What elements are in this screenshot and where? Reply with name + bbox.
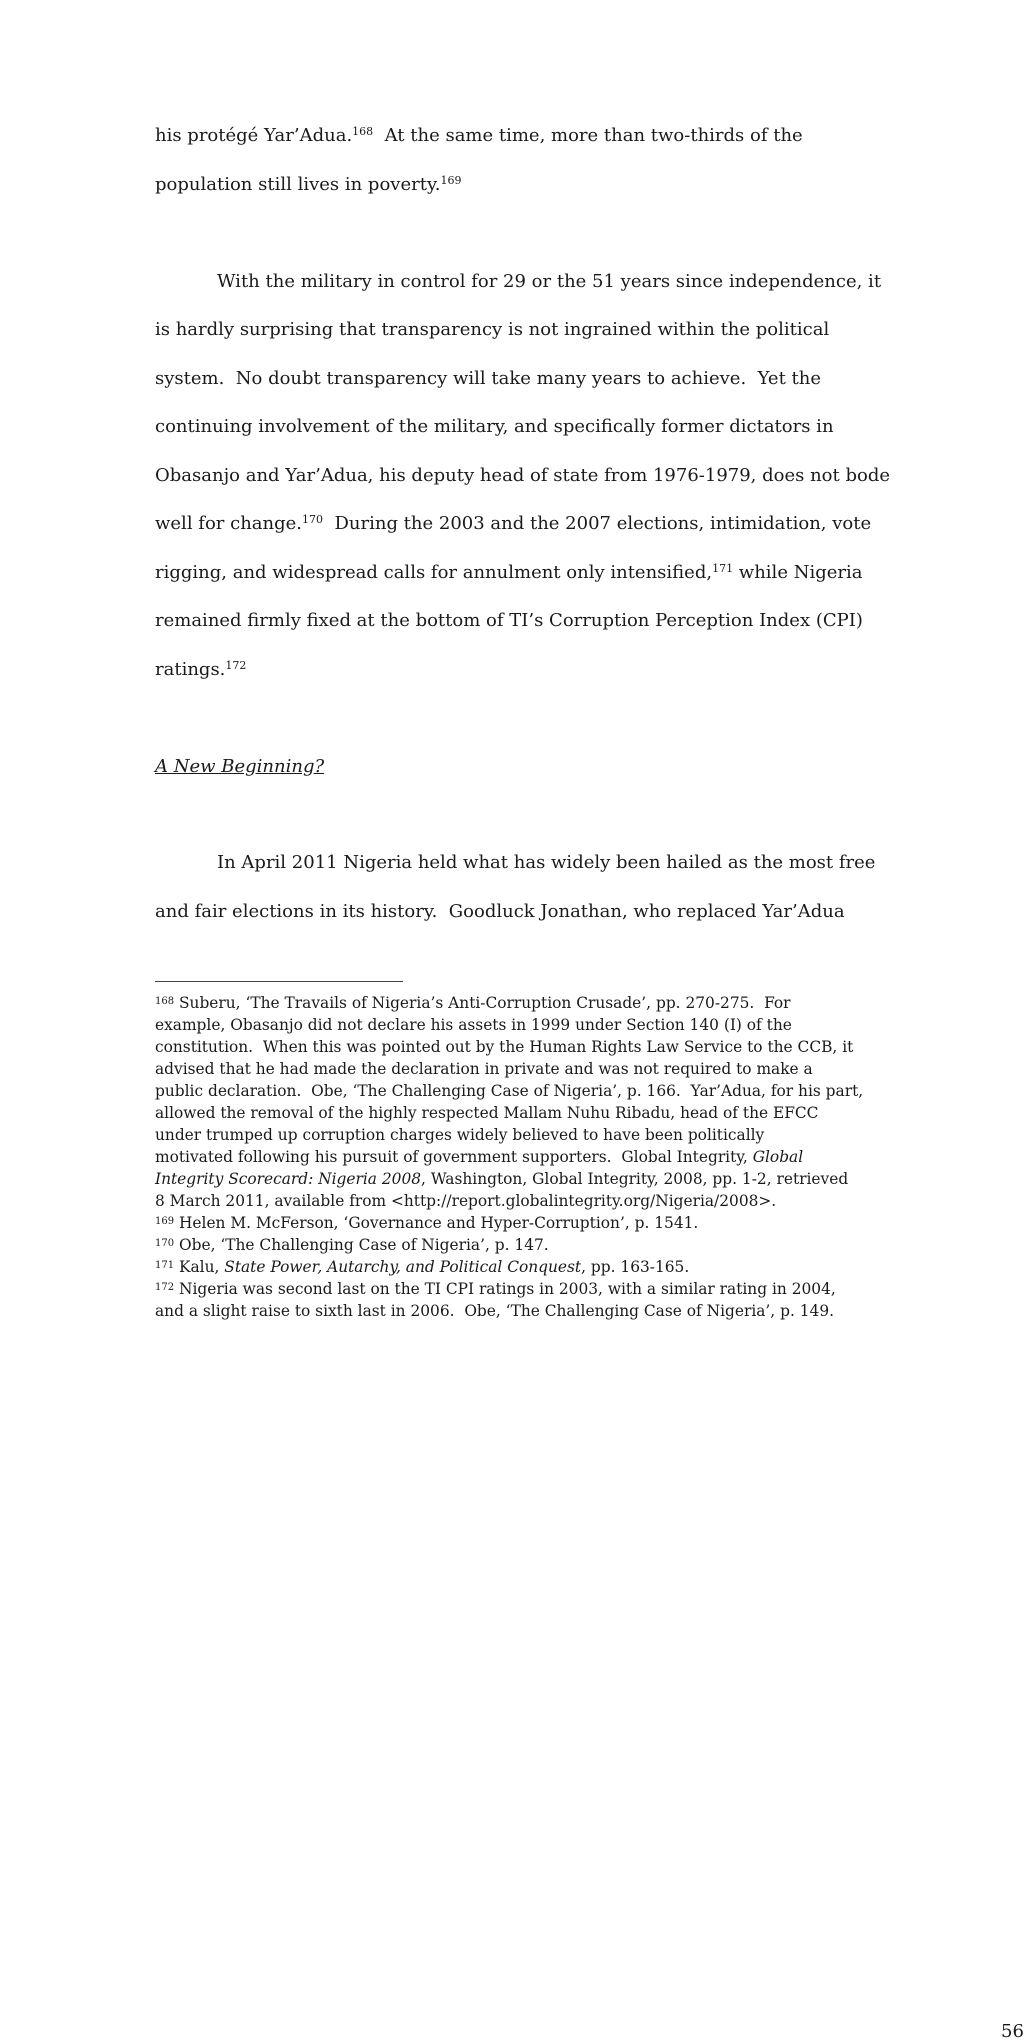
footnote-line <box>155 1081 863 1101</box>
footnote-ref[interactable]: 169 <box>440 174 462 187</box>
body-text-span: During the 2003 and the 2007 elections, intimidation, vote <box>323 513 872 534</box>
footnote-line <box>155 1213 698 1233</box>
body-text-span: remained firmly fixed at the bottom of TI’s Corruption Perception Index (CPI) <box>155 610 863 631</box>
footnote-line <box>155 1279 836 1299</box>
footnote-line <box>155 1037 853 1057</box>
body-text-span: well for change. <box>155 513 303 534</box>
footnote-italic-title: State Power, Autarchy, and Political Conquest <box>224 1258 582 1276</box>
footnote-text: public declaration. Obe, ‘The Challenging Case of Nigeria’, p. 166. Yar’Adua, for his part, <box>155 1082 864 1100</box>
footnote-text: example, Obasanjo did not declare his assets in 1999 under Section 140 (I) of the <box>155 1016 792 1034</box>
footnote-italic-title: Global <box>752 1148 804 1166</box>
footnote-text: constitution. When this was pointed out by the Human Rights Law Service to the CCB, it <box>155 1038 854 1056</box>
body-text-span: rigging, and widespread calls for annulment only intensified, <box>155 562 713 583</box>
body-text-span: and fair elections in its history. Goodluck Jonathan, who replaced Yar’Adua <box>155 901 845 922</box>
body-line <box>155 174 461 196</box>
footnote-text: Suberu, ‘The Travails of Nigeria’s Anti-Corruption Crusade’, pp. 270-275. For <box>174 994 791 1012</box>
body-line <box>155 562 862 584</box>
footnote-ref[interactable]: 170 <box>302 513 324 526</box>
footnote-number: 168 <box>155 996 175 1007</box>
footnote-text: under trumped up corruption charges widely believed to have been politically <box>155 1126 765 1144</box>
footnote-line <box>155 1169 848 1189</box>
body-text-span: In April 2011 Nigeria held what has widely been hailed as the most free <box>217 852 876 873</box>
footnote-number: 169 <box>155 1216 175 1227</box>
section-heading: A New Beginning? <box>155 756 325 777</box>
footnote-line <box>155 1015 792 1035</box>
footnote-text: allowed the removal of the highly respected Mallam Nuhu Ribadu, head of the EFCC <box>155 1104 819 1122</box>
body-line <box>155 610 863 632</box>
body-text-span: ratings. <box>155 659 226 680</box>
footnote-number: 172 <box>155 1282 175 1293</box>
body-text-span: At the same time, more than two-thirds of the <box>373 125 803 146</box>
footnote-line <box>155 1103 818 1123</box>
footnote-text: Nigeria was second last on the TI CPI ratings in 2003, with a similar rating in 2004, <box>174 1280 836 1298</box>
body-line <box>155 465 890 487</box>
footnote-text: and a slight raise to sixth last in 2006. Obe, ‘The Challenging Case of Nigeria’, p. 149. <box>155 1302 834 1320</box>
page-number: 56 <box>1001 2021 1024 2042</box>
footnote-text: , pp. 163-165. <box>581 1258 690 1276</box>
footnote-line <box>155 1059 813 1079</box>
footnote-ref[interactable]: 171 <box>712 562 734 575</box>
body-text-span: system. No doubt transparency will take many years to achieve. Yet the <box>155 368 822 389</box>
footnote-line <box>155 993 791 1013</box>
body-line <box>155 368 821 390</box>
footnote-line <box>155 1235 549 1255</box>
body-line <box>155 659 246 681</box>
footnote-text: 8 March 2011, available from <http://report.globalintegrity.org/Nigeria/2008>. <box>155 1192 777 1210</box>
body-line <box>155 416 834 438</box>
footnote-separator <box>155 981 403 982</box>
footnote-line <box>155 1191 776 1211</box>
body-line <box>155 125 803 147</box>
footnote-text: Helen M. McFerson, ‘Governance and Hyper-Corruption’, p. 1541. <box>174 1214 699 1232</box>
body-line <box>217 271 881 293</box>
footnote-line <box>155 1125 764 1145</box>
footnote-line <box>155 1257 689 1277</box>
body-text-span: is hardly surprising that transparency is not ingrained within the political <box>155 319 830 340</box>
footnote-ref[interactable]: 168 <box>352 125 374 138</box>
body-line <box>155 319 829 341</box>
footnote-text: Obe, ‘The Challenging Case of Nigeria’, p. 147. <box>174 1236 549 1254</box>
footnote-text: Kalu, <box>174 1258 225 1276</box>
footnote-ref[interactable]: 172 <box>225 659 247 672</box>
body-line <box>217 852 875 874</box>
footnote-number: 171 <box>155 1260 175 1271</box>
footnote-text: , Washington, Global Integrity, 2008, pp. 1-2, retrieved <box>421 1170 849 1188</box>
footnote-line <box>155 1147 803 1167</box>
footnote-text: motivated following his pursuit of government supporters. Global Integrity, <box>155 1148 753 1166</box>
body-text-span: population still lives in poverty. <box>155 174 441 195</box>
footnote-text: advised that he had made the declaration in private and was not required to make a <box>155 1060 813 1078</box>
footnote-line <box>155 1301 834 1321</box>
body-text-span: his protégé Yar’Adua. <box>155 125 353 146</box>
body-line <box>155 513 871 535</box>
body-line <box>155 901 845 923</box>
body-text-span: continuing involvement of the military, and specifically former dictators in <box>155 416 834 437</box>
body-text-span: Obasanjo and Yar’Adua, his deputy head of state from 1976-1979, does not bode <box>155 465 891 486</box>
footnote-italic-title: Integrity Scorecard: Nigeria 2008 <box>155 1170 422 1188</box>
body-text-span: With the military in control for 29 or the 51 years since independence, it <box>217 271 882 292</box>
body-text-span: while Nigeria <box>733 562 863 583</box>
footnote-number: 170 <box>155 1238 175 1249</box>
